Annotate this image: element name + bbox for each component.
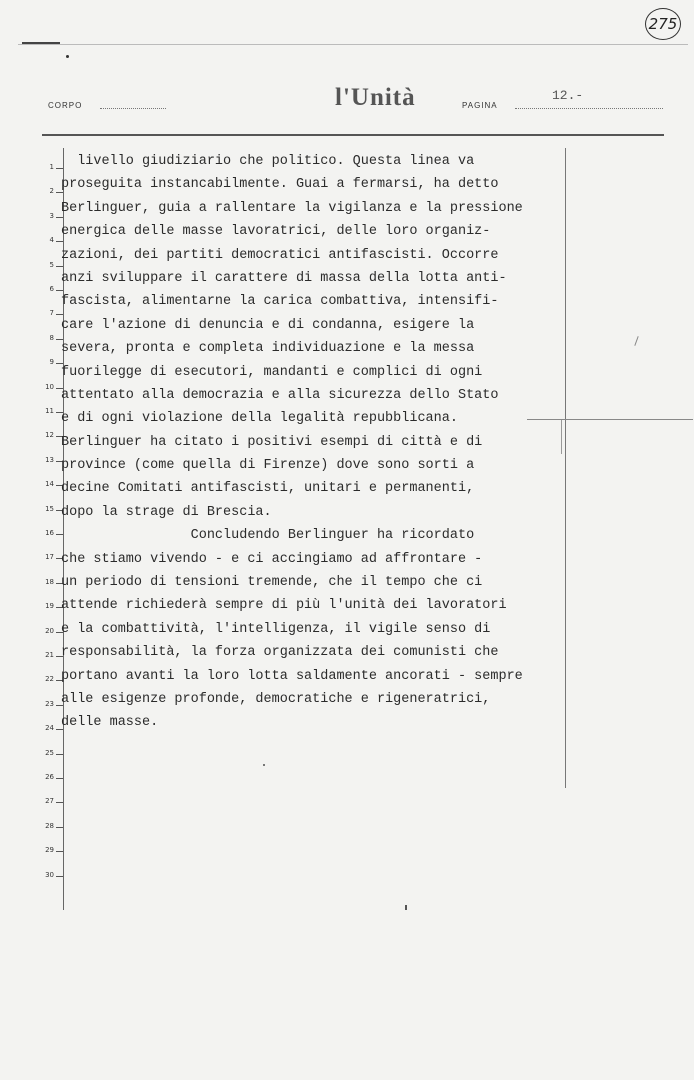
line-number: 15	[45, 504, 54, 513]
line-number: 27	[45, 797, 54, 806]
text-line: severa, pronta e completa individuazione e la messa	[61, 341, 475, 357]
top-dash-mark	[22, 42, 60, 44]
top-dot-mark	[66, 55, 69, 58]
archive-number-stamp: 275	[645, 8, 681, 40]
line-number: 2	[49, 187, 54, 196]
line-number: 11	[45, 407, 54, 415]
text-line: attende richiederà sempre di più l'unità dei lavoratori	[61, 598, 507, 614]
line-number: 17	[45, 553, 54, 562]
text-line: responsabilità, la forza organizzata dei comunisti che	[61, 645, 499, 661]
text-line: zazioni, dei partiti democratici antifascisti. Occorre	[61, 247, 499, 263]
text-line: delle masse.	[61, 715, 159, 731]
text-line: fascista, alimentarne la carica combattiva, intensifi-	[61, 294, 499, 310]
line-number: 12	[45, 431, 54, 440]
header-rule	[42, 134, 664, 136]
line-number: 18	[45, 577, 54, 586]
masthead: l'Unità	[335, 84, 416, 111]
line-number: 25	[45, 748, 54, 757]
text-line: anzi sviluppare il carattere di massa della lotta anti-	[61, 270, 507, 286]
margin-rule-mark	[527, 419, 693, 420]
text-line: care l'azione di denuncia e di condanna, esigere la	[61, 317, 475, 333]
text-line: fuorilegge di esecutori, mandanti e complici di ogni	[61, 364, 483, 380]
ink-dot	[263, 764, 265, 766]
line-number: 10	[45, 382, 54, 391]
pagina-dotted-line	[515, 108, 663, 109]
text-line: e la combattività, l'intelligenza, il vigile senso di	[61, 621, 491, 637]
text-line: alle esigenze profonde, democratiche e rigeneratrici,	[61, 691, 491, 707]
ink-speck	[405, 905, 407, 910]
line-tick	[56, 827, 63, 828]
line-number: 3	[49, 211, 54, 220]
line-tick	[56, 778, 63, 779]
text-line: che stiamo vivendo - e ci accingiamo ad affrontare -	[61, 551, 483, 567]
line-tick	[56, 802, 63, 803]
pencil-mark	[634, 336, 638, 346]
corpo-label: CORPO	[48, 101, 83, 110]
line-number: 5	[49, 260, 54, 269]
line-number: 7	[49, 309, 54, 318]
text-line: Berlinguer ha citato i positivi esempi di città e di	[61, 434, 483, 450]
text-line: un periodo di tensioni tremende, che il tempo che ci	[61, 575, 483, 591]
text-line: Berlinguer, guia a rallentare la vigilanza e la pressione	[61, 200, 523, 216]
text-line: energica delle masse lavoratrici, delle loro organiz-	[61, 224, 491, 240]
pagina-label: PAGINA	[462, 101, 498, 110]
line-number: 20	[45, 626, 54, 635]
text-line: livello giudiziario che politico. Questa linea va	[61, 154, 475, 169]
text-line: e di ogni violazione della legalità repubblicana.	[61, 411, 458, 427]
text-line: dopo la strage di Brescia.	[61, 504, 272, 520]
top-rule	[18, 44, 688, 45]
line-number: 4	[49, 236, 54, 245]
line-number: 22	[45, 675, 54, 684]
line-number: 26	[45, 773, 54, 781]
line-number: 21	[45, 651, 54, 659]
line-number: 14	[45, 480, 54, 489]
text-line: attentato alla democrazia e alla sicurezza dello Stato	[61, 387, 499, 403]
text-line: portano avanti la loro lotta saldamente ancorati - sempre	[61, 668, 523, 684]
line-number: 8	[49, 333, 54, 342]
line-number: 29	[45, 846, 54, 855]
page-number: 12.-	[552, 88, 584, 103]
line-number: 6	[49, 285, 54, 293]
line-number: 24	[45, 724, 54, 733]
margin-vertical-mark	[561, 420, 562, 454]
line-number: 16	[45, 529, 54, 537]
line-tick	[56, 851, 63, 852]
text-line: Concludendo Berlinguer ha ricordato	[61, 528, 475, 544]
line-number: 13	[45, 455, 54, 464]
line-tick	[56, 754, 63, 755]
line-tick	[56, 876, 63, 877]
text-line: proseguita instancabilmente. Guai a fermarsi, ha detto	[61, 177, 499, 193]
line-number: 1	[49, 163, 54, 171]
text-line: decine Comitati antifascisti, unitari e permanenti,	[61, 481, 475, 497]
text-line: province (come quella di Firenze) dove sono sorti a	[61, 458, 475, 474]
line-number: 19	[45, 602, 54, 611]
line-number: 28	[45, 821, 54, 830]
line-number: 23	[45, 699, 54, 708]
typed-text-body	[61, 150, 523, 735]
corpo-dotted-line	[100, 108, 166, 109]
line-number: 30	[45, 870, 54, 879]
right-margin-line	[565, 148, 566, 788]
line-number: 9	[49, 358, 54, 367]
